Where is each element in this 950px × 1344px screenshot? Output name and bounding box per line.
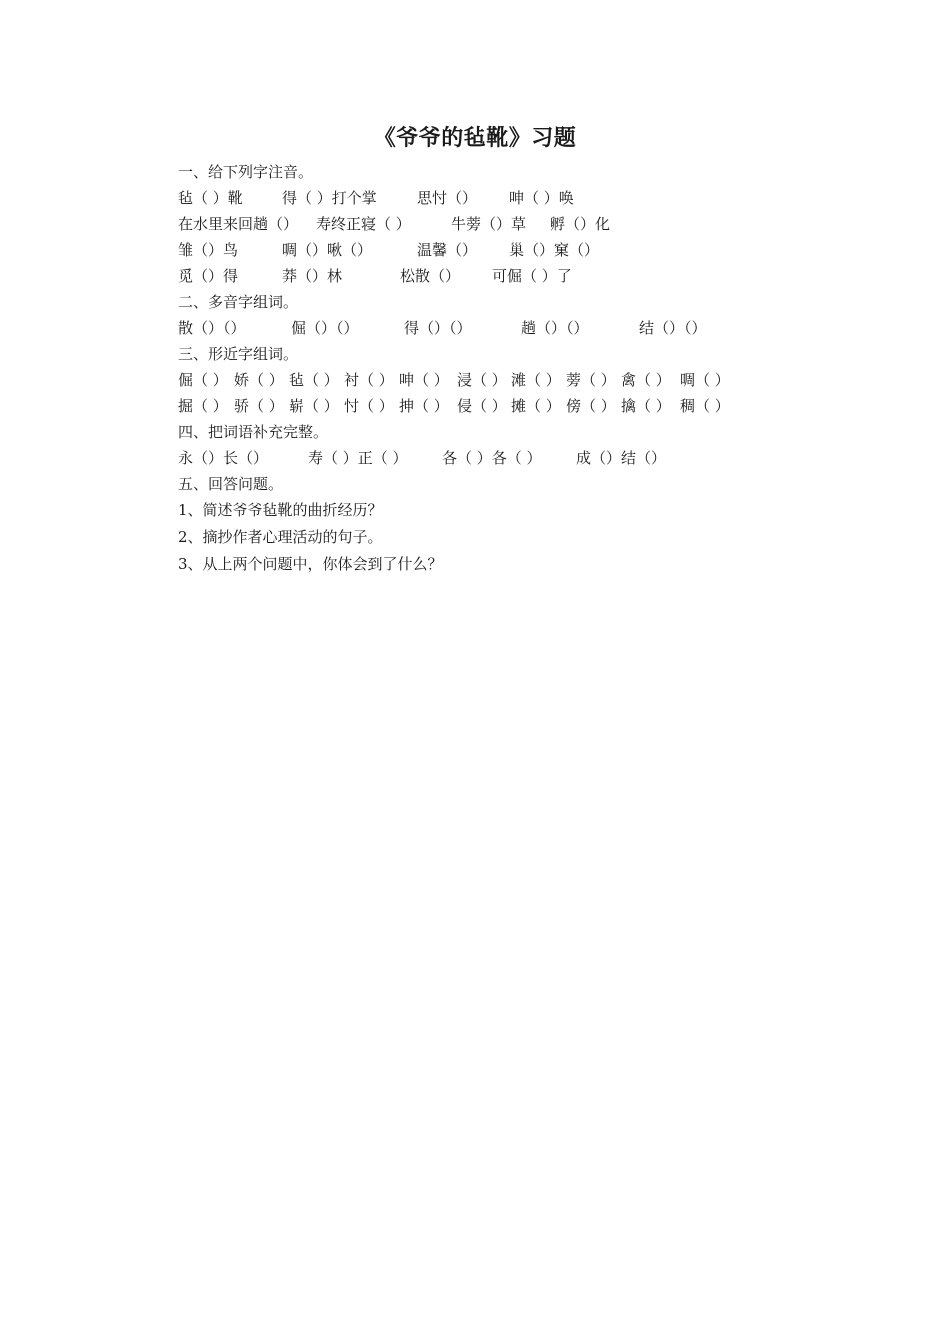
pinyin-item: 雏（）鸟 [178,241,239,259]
polyphone-item: 散（）（） [178,319,246,337]
polyphone-item: 倔（）（） [291,319,359,337]
similar-char-item: 浸（ ） [457,371,507,389]
pinyin-item: 在水里来回趟（） [178,215,299,233]
pinyin-item: 可倔（ ）了 [492,267,572,285]
similar-char-item: 娇（ ） [234,371,284,389]
similar-char-item: 崭（ ） [289,397,339,415]
pinyin-item: 呻（ ）唤 [509,189,574,207]
similar-char-item: 毡（ ） [289,371,339,389]
idiom-item: 成（）结（） [576,449,667,467]
polyphone-item: 趟（）（） [521,319,589,337]
similar-char-item: 衬（ ） [344,371,394,389]
section-3-heading: 三、形近字组词。 [178,345,299,363]
similar-char-item: 擒（ ） [621,397,671,415]
similar-char-item: 倔（ ） [178,371,228,389]
section-1-heading: 一、给下列字注音。 [178,163,314,181]
similar-char-item: 蒡（ ） [566,371,616,389]
pinyin-item: 巢（）窠（） [509,241,600,259]
similar-char-item: 骄（ ） [234,397,284,415]
pinyin-item: 松散（） [400,267,461,285]
idiom-item: 寿（ ）正（ ） [308,449,408,467]
similar-char-item: 禽（ ） [621,371,671,389]
section-1-row-4 [178,263,778,289]
pinyin-item: 莽（）林 [282,267,343,285]
section-4-heading: 四、把词语补充完整。 [178,423,329,441]
section-4-row [178,445,778,471]
similar-char-item: 忖（ ） [344,397,394,415]
pinyin-item: 牛蒡（）草 [451,215,527,233]
pinyin-item: 啁（）啾（） [282,241,373,259]
document-title: 《爷爷的毡靴》习题 [373,125,577,151]
section-1-row-2 [178,211,778,237]
section-1-row-1 [178,185,778,211]
similar-char-item: 啁（ ） [680,371,730,389]
similar-char-item: 呻（ ） [399,371,449,389]
section-2-heading: 二、多音字组词。 [178,293,299,311]
similar-char-item: 抻（ ） [399,397,449,415]
pinyin-item: 毡（ ）靴 [178,189,243,207]
question-2: 2、摘抄作者心理活动的句子。 [178,528,383,546]
similar-char-item: 侵（ ） [457,397,507,415]
exercise-body [178,159,778,578]
section-5-heading: 五、回答问题。 [178,475,284,493]
similar-char-item: 摊（ ） [511,397,561,415]
idiom-item: 各（ ）各（ ） [442,449,542,467]
pinyin-item: 得（ ）打个掌 [282,189,377,207]
similar-char-item: 滩（ ） [511,371,561,389]
pinyin-item: 思忖（） [417,189,478,207]
polyphone-item: 结（）（） [639,319,707,337]
question-1: 1、简述爷爷毡靴的曲折经历？ [178,501,383,519]
similar-char-item: 稠（ ） [680,397,730,415]
section-3-row-2 [178,393,778,419]
question-3: 3、从上两个问题中，你体会到了什么？ [178,555,443,573]
section-3-row-1 [178,367,778,393]
section-1-row-3 [178,237,778,263]
polyphone-item: 得（）（） [404,319,472,337]
pinyin-item: 孵（）化 [550,215,611,233]
pinyin-item: 温馨（） [417,241,478,259]
idiom-item: 永（）长（） [178,449,269,467]
similar-char-item: 掘（ ） [178,397,228,415]
pinyin-item: 觅（）得 [178,267,239,285]
similar-char-item: 傍（ ） [566,397,616,415]
section-2-row [178,315,778,341]
pinyin-item: 寿终正寝（ ） [316,215,411,233]
